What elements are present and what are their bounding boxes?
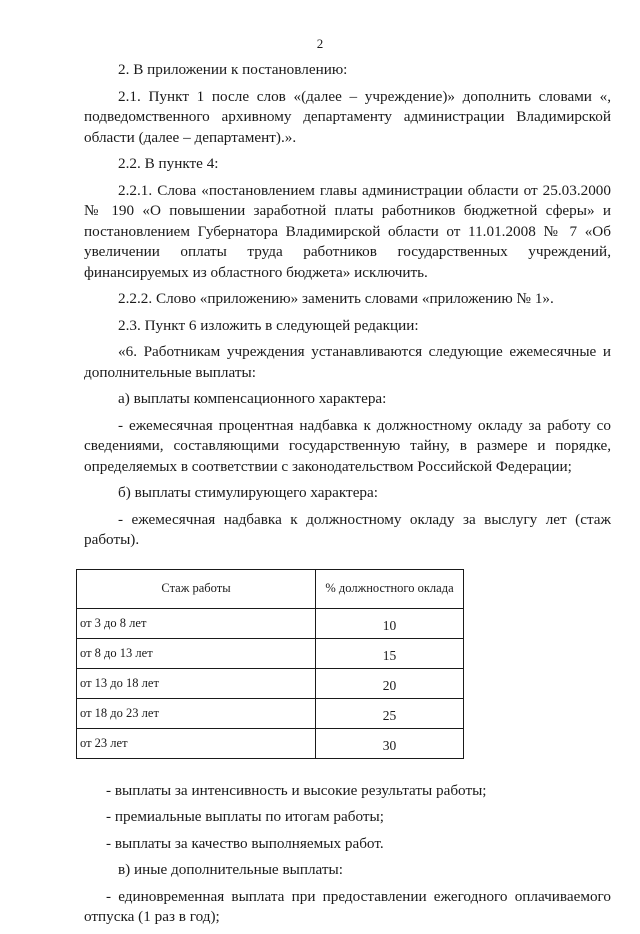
cell-percent: 10 <box>316 608 464 638</box>
paragraph-vacation-payment: - единовременная выплата при предоставлении ежегодного оплачиваемого отпуска (1 раз в год); <box>84 887 611 925</box>
paragraph-intensity-payments: - выплаты за интенсивность и высокие результаты работы; <box>106 781 487 799</box>
cell-experience: от 23 лет <box>77 728 316 758</box>
header-experience: Стаж работы <box>77 569 316 608</box>
cell-percent: 20 <box>316 668 464 698</box>
table-header-row <box>77 569 464 608</box>
paragraph-section-2: 2. В приложении к постановлению: <box>118 61 348 78</box>
paragraph-bonus-payments: - премиальные выплаты по итогам работы; <box>106 808 384 825</box>
header-percent: % должностного оклада <box>316 569 464 608</box>
paragraph-other-payments-heading: в) иные дополнительные выплаты: <box>118 861 343 878</box>
cell-percent: 25 <box>316 698 464 728</box>
paragraph-point-6: «6. Работникам учреждения устанавливаются следующие ежемесячные и дополнительные выплаты: <box>84 343 611 381</box>
table-row <box>77 668 464 698</box>
seniority-table <box>76 569 464 759</box>
paragraph-2-2: 2.2. В пункте 4: <box>118 155 219 172</box>
table-row <box>77 608 464 638</box>
paragraph-seniority-allowance: - ежемесячная надбавка к должностному окладу за выслугу лет (стаж работы). <box>84 510 611 548</box>
table-row <box>77 728 464 758</box>
table-row <box>77 638 464 668</box>
after-table-section <box>84 781 611 928</box>
paragraph-2-3: 2.3. Пункт 6 изложить в следующей редакции: <box>118 316 419 334</box>
paragraph-incentive-heading: б) выплаты стимулирующего характера: <box>118 484 378 501</box>
cell-experience: от 3 до 8 лет <box>77 608 316 638</box>
cell-experience: от 18 до 23 лет <box>77 698 316 728</box>
cell-experience: от 8 до 13 лет <box>77 638 316 668</box>
paragraph-2-2-2: 2.2.2. Слово «приложению» заменить словами «приложению № 1». <box>118 290 554 307</box>
paragraph-2-1: 2.1. Пункт 1 после слов «(далее – учреждение)» дополнить словами «, подведомственного архивному департаменту администрации Владимирской области (далее – департамент).». <box>84 87 611 146</box>
seniority-table-wrapper <box>76 569 464 759</box>
paragraph-quality-payments: - выплаты за качество выполняемых работ. <box>106 834 384 852</box>
document-body <box>80 60 611 934</box>
paragraph-2-2-1: 2.2.1. Слова «постановлением главы администрации области от 25.03.2000 № 190 «О повышении заработной платы работников бюджетной сферы» и постановлением Губернатора Владимирской области от 11.01.2008 № 7 «Об увеличении оплаты труда работников государственных учреждений, финансируемых из областного бюджета» исключить. <box>84 181 611 281</box>
page-number: 2 <box>316 36 324 51</box>
paragraph-secrecy-allowance: - ежемесячная процентная надбавка к должностному окладу за работу со сведениями, составляющими государственную тайну, в размере и порядке, определяемых в соответствии с законодательством Российской Федерации; <box>84 416 611 475</box>
cell-experience: от 13 до 18 лет <box>77 668 316 698</box>
paragraph-compensation-heading: а) выплаты компенсационного характера: <box>118 390 387 407</box>
cell-percent: 30 <box>316 728 464 758</box>
cell-percent: 15 <box>316 638 464 668</box>
table-row <box>77 698 464 728</box>
